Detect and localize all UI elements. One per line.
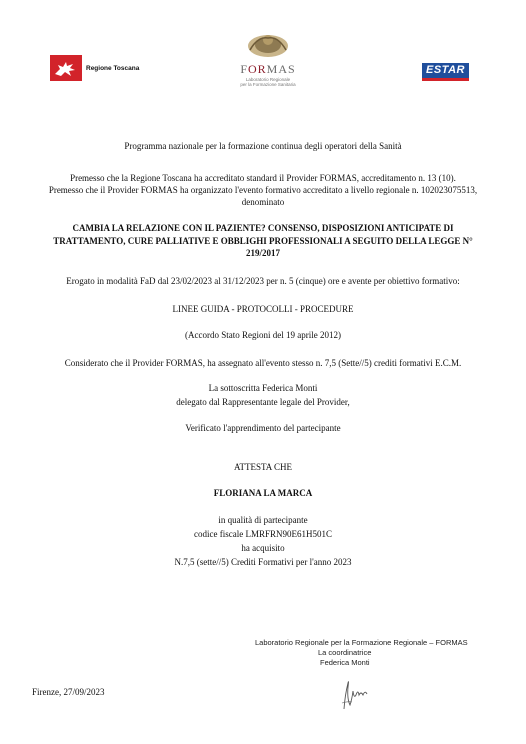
sottoscritta-line: La sottoscritta Federica Monti [208,383,318,393]
premesso-line-1: Premesso che la Regione Toscana ha accreditato standard il Provider FORMAS, accreditamento n. 13 (10). [70,173,456,183]
accordo-line: (Accordo Stato Regioni del 19 aprile 2012) [185,330,341,340]
codice-fiscale-line: codice fiscale LMRFRN90E61H501C [194,529,332,539]
qualita-line: in qualità di partecipante [218,515,308,525]
coordinatrice-label: La coordinatrice [318,648,372,657]
signature-block [255,638,468,668]
pegasus-icon [50,55,82,81]
estar-logo [422,63,469,81]
formas-subtitle-1: Laboratorio Regionale [245,77,291,82]
participant-name: FLORIANA LA MARCA [213,488,313,498]
regione-toscana-logo [50,55,139,81]
erogato-line: Erogato in modalità FaD dal 23/02/2023 al 31/12/2023 per n. 5 (cinque) ore e avente per obiettivo formativo: [66,276,460,286]
issue-date: Firenze, 27/09/2023 [32,687,105,697]
handwritten-signature [338,675,374,711]
obiettivo-line: LINEE GUIDA - PROTOCOLLI - PROCEDURE [172,304,354,314]
verificato-line: Verificato l'apprendimento del partecipante [185,423,341,433]
regione-toscana-label: Regione Toscana [86,64,140,72]
event-title-line-2: TRATTAMENTO, CURE PALLIATIVE E OBBLIGHI PROFESSIONALI A SEGUITO DELLA LEGGE N° [53,235,473,246]
formas-wordmark: FORMAS [240,62,296,76]
lab-name: Laboratorio Regionale per la Formazione Regionale – FORMAS [255,638,468,647]
crediti-line: N.7,5 (sette//5) Crediti Formativi per l'anno 2023 [174,557,352,567]
denominato-line: denominato [241,197,285,207]
formas-emblem-icon [240,30,296,58]
attesta-heading: ATTESTA CHE [233,462,293,472]
acquisito-line: ha acquisito [241,543,285,553]
premesso-line-2: Premesso che il Provider FORMAS ha organizzato l'evento formativo accreditato a livello regionale n. 102023075513, [48,185,478,195]
formas-subtitle-2: per la Formazione Sanitaria [240,82,296,87]
formas-logo [228,30,308,87]
delegato-line: delegato dal Rappresentante legale del Provider, [176,397,350,407]
considerato-line: Considerato che il Provider FORMAS, ha assegnato all'evento stesso n. 7,5 (Sette//5) crediti formativi E.C.M. [64,358,462,368]
estar-wordmark: ESTAR [422,63,469,81]
event-title-line-3: 219/2017 [245,248,280,258]
program-line: Programma nazionale per la formazione continua degli operatori della Sanità [124,141,402,151]
signer-name: Federica Monti [320,658,370,667]
event-title-line-1: CAMBIA LA RELAZIONE CON IL PAZIENTE? CONSENSO, DISPOSIZIONI ANTICIPATE DI [72,223,454,233]
